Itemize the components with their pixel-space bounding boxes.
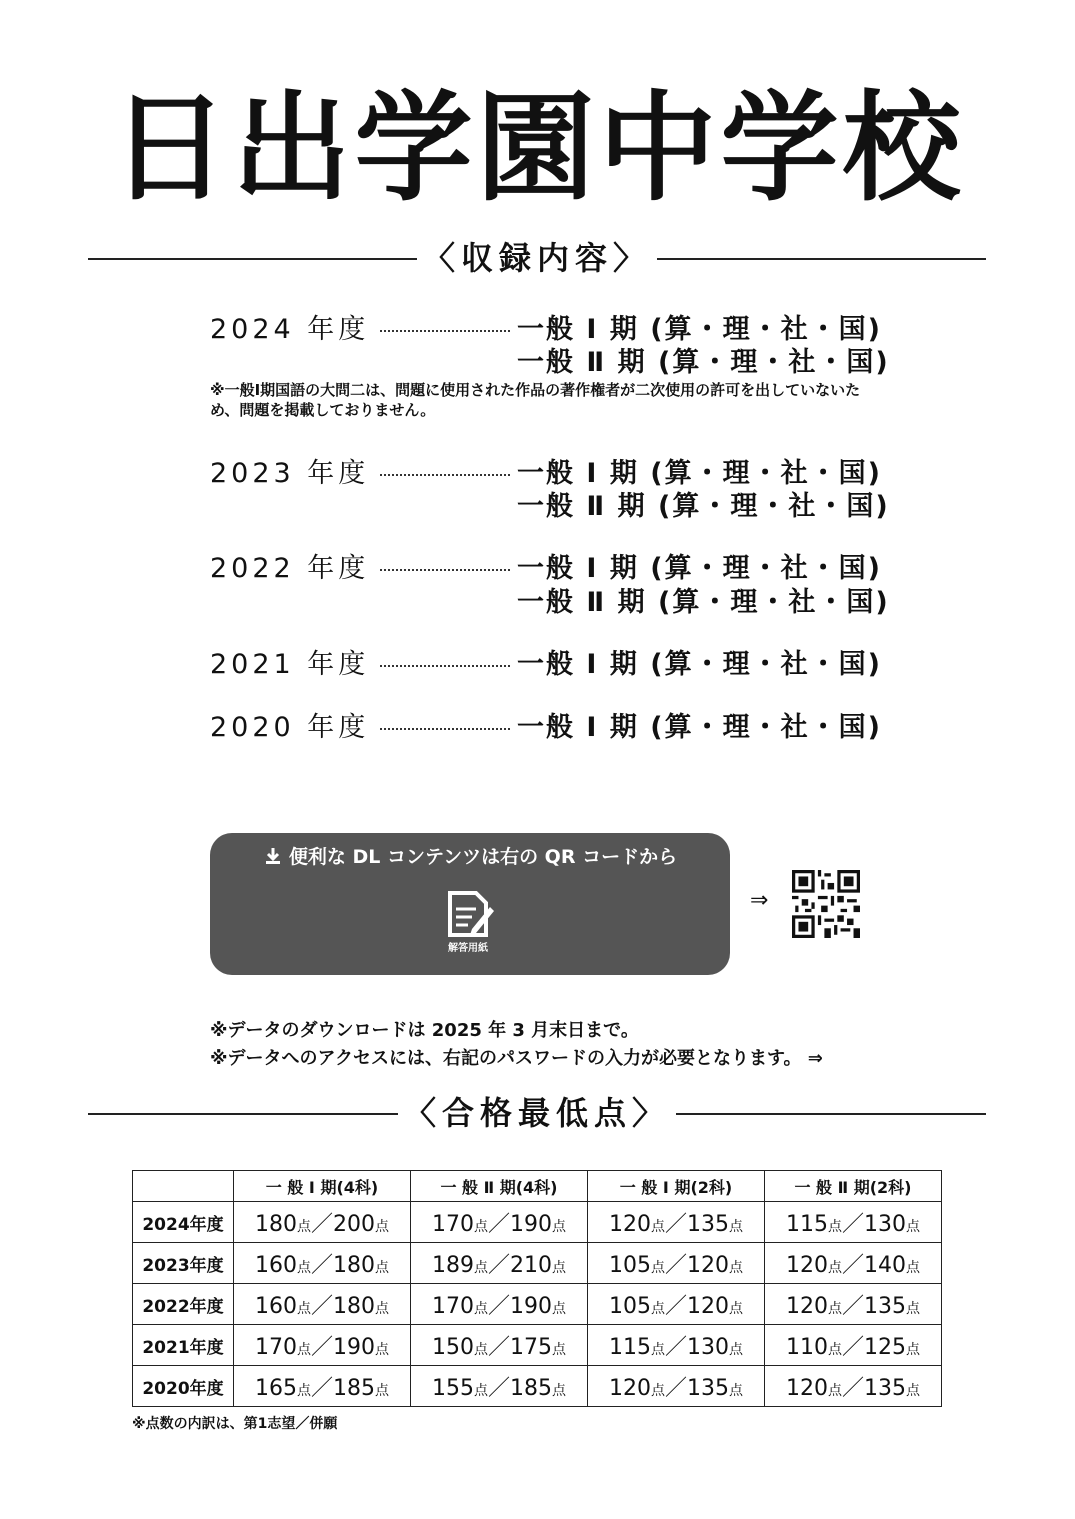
leader-dots bbox=[380, 330, 510, 332]
score-second: 135 bbox=[864, 1375, 906, 1401]
table-cell-score bbox=[234, 1284, 411, 1325]
score-unit: 点 bbox=[827, 1259, 842, 1276]
score-sep: ／ bbox=[487, 1211, 510, 1237]
answer-sheet-icon bbox=[436, 889, 500, 939]
footnote: ※点数の内訳は、第1志望／併願 bbox=[132, 1416, 338, 1432]
score-unit: 点 bbox=[906, 1218, 920, 1235]
score-sep: ／ bbox=[664, 1293, 687, 1319]
table-cell-score bbox=[765, 1325, 942, 1366]
score-sep: ／ bbox=[841, 1334, 864, 1360]
dl-content-box bbox=[210, 833, 730, 975]
note-2024: ※一般Ⅰ期国語の大問二は、問題に使用された作品の著作権者が二次使用の許可を出していないため、問題を掲載しておりません。 bbox=[210, 381, 861, 419]
score-second: 135 bbox=[687, 1375, 729, 1401]
table-row bbox=[133, 1284, 942, 1325]
score-second: 210 bbox=[510, 1252, 552, 1278]
dl-notes bbox=[210, 1017, 823, 1073]
table-cell-score bbox=[588, 1325, 765, 1366]
exam-2020-1: 一般 Ⅰ 期 (算・理・社・国) bbox=[517, 712, 882, 743]
table-header: 一 般 Ⅰ 期(2科) bbox=[588, 1171, 765, 1202]
score-first: 150 bbox=[431, 1334, 474, 1360]
year-label-2023: 2023 年度 bbox=[210, 458, 370, 489]
score-unit: 点 bbox=[473, 1218, 488, 1235]
score-second: 180 bbox=[333, 1293, 375, 1319]
score-unit: 点 bbox=[473, 1341, 488, 1358]
score-first: 115 bbox=[785, 1211, 828, 1237]
table-cell-score bbox=[234, 1202, 411, 1243]
score-first: 160 bbox=[254, 1252, 297, 1278]
exam-2024-1: 一般 Ⅰ 期 (算・理・社・国) bbox=[517, 314, 882, 345]
score-unit: 点 bbox=[729, 1382, 743, 1399]
score-sep: ／ bbox=[310, 1293, 333, 1319]
score-unit: 点 bbox=[906, 1341, 920, 1358]
score-unit: 点 bbox=[650, 1259, 665, 1276]
table-cell-score bbox=[234, 1366, 411, 1407]
score-unit: 点 bbox=[906, 1382, 920, 1399]
table-cell-score bbox=[411, 1366, 588, 1407]
table-cell-score bbox=[234, 1243, 411, 1284]
score-unit: 点 bbox=[729, 1300, 743, 1317]
table-row bbox=[133, 1366, 942, 1407]
table-header: 一 般 Ⅱ 期(2科) bbox=[765, 1171, 942, 1202]
score-first: 105 bbox=[608, 1293, 651, 1319]
score-second: 120 bbox=[687, 1293, 729, 1319]
exam-2023-2: 一般 Ⅱ 期 (算・理・社・国) bbox=[517, 491, 890, 522]
score-unit: 点 bbox=[375, 1382, 389, 1399]
year-label-2024: 2024 年度 bbox=[210, 314, 370, 345]
table-header: 一 般 Ⅱ 期(4科) bbox=[411, 1171, 588, 1202]
score-unit: 点 bbox=[729, 1218, 743, 1235]
scores-table bbox=[132, 1170, 942, 1407]
score-first: 105 bbox=[608, 1252, 651, 1278]
score-second: 175 bbox=[510, 1334, 552, 1360]
exam-2024-2: 一般 Ⅱ 期 (算・理・社・国) bbox=[517, 347, 890, 378]
table-cell-year: 2023年度 bbox=[133, 1243, 234, 1284]
score-first: 110 bbox=[785, 1334, 828, 1360]
score-first: 120 bbox=[608, 1211, 651, 1237]
dl-title: 便利な DL コンテンツは右の QR コードから bbox=[288, 846, 678, 868]
table-cell-score bbox=[411, 1202, 588, 1243]
score-sep: ／ bbox=[664, 1252, 687, 1278]
score-sep: ／ bbox=[310, 1334, 333, 1360]
score-first: 120 bbox=[608, 1375, 651, 1401]
leader-dots bbox=[380, 728, 510, 730]
score-first: 180 bbox=[254, 1211, 297, 1237]
contents-heading-label: 〈収録内容〉 bbox=[417, 238, 657, 278]
score-sep: ／ bbox=[841, 1375, 864, 1401]
qr-code-icon[interactable] bbox=[792, 870, 860, 938]
score-unit: 点 bbox=[296, 1300, 311, 1317]
scores-heading bbox=[88, 1093, 986, 1133]
score-second: 180 bbox=[333, 1252, 375, 1278]
table-cell-score bbox=[411, 1325, 588, 1366]
table-row bbox=[133, 1202, 942, 1243]
score-second: 140 bbox=[864, 1252, 906, 1278]
answer-sheet-label: 解答用紙 bbox=[448, 943, 488, 954]
score-sep: ／ bbox=[487, 1252, 510, 1278]
table-header bbox=[133, 1171, 234, 1202]
scores-heading-label: 〈合格最低点〉 bbox=[398, 1093, 676, 1133]
score-unit: 点 bbox=[296, 1259, 311, 1276]
download-icon bbox=[263, 846, 283, 866]
score-first: 120 bbox=[785, 1252, 828, 1278]
table-cell-score bbox=[588, 1366, 765, 1407]
table-cell-score bbox=[588, 1284, 765, 1325]
table-cell-score bbox=[588, 1202, 765, 1243]
score-sep: ／ bbox=[310, 1252, 333, 1278]
score-sep: ／ bbox=[487, 1293, 510, 1319]
score-unit: 点 bbox=[827, 1341, 842, 1358]
score-sep: ／ bbox=[310, 1375, 333, 1401]
table-cell-score bbox=[588, 1243, 765, 1284]
score-unit: 点 bbox=[650, 1341, 665, 1358]
table-cell-year: 2022年度 bbox=[133, 1284, 234, 1325]
score-second: 190 bbox=[333, 1334, 375, 1360]
score-second: 135 bbox=[687, 1211, 729, 1237]
score-first: 170 bbox=[431, 1211, 474, 1237]
score-second: 130 bbox=[687, 1334, 729, 1360]
leader-dots bbox=[380, 665, 510, 667]
score-sep: ／ bbox=[664, 1375, 687, 1401]
score-first: 170 bbox=[431, 1293, 474, 1319]
dl-title-row bbox=[210, 843, 730, 871]
score-unit: 点 bbox=[473, 1300, 488, 1317]
score-unit: 点 bbox=[375, 1341, 389, 1358]
table-cell-score bbox=[234, 1325, 411, 1366]
year-label-2021: 2021 年度 bbox=[210, 649, 370, 680]
page-title: 日出学園中学校 bbox=[110, 79, 965, 217]
table-cell-score bbox=[765, 1284, 942, 1325]
score-first: 120 bbox=[785, 1293, 828, 1319]
score-unit: 点 bbox=[375, 1259, 389, 1276]
score-second: 135 bbox=[864, 1293, 906, 1319]
score-unit: 点 bbox=[552, 1300, 566, 1317]
score-unit: 点 bbox=[552, 1382, 566, 1399]
score-unit: 点 bbox=[650, 1218, 665, 1235]
score-second: 200 bbox=[333, 1211, 375, 1237]
answer-sheet-button[interactable] bbox=[436, 889, 500, 955]
score-sep: ／ bbox=[664, 1334, 687, 1360]
table-header-row bbox=[133, 1171, 942, 1202]
exam-2023-1: 一般 Ⅰ 期 (算・理・社・国) bbox=[517, 458, 882, 489]
score-unit: 点 bbox=[375, 1300, 389, 1317]
score-unit: 点 bbox=[296, 1341, 311, 1358]
arrow-to-qr: ⇒ bbox=[750, 888, 769, 913]
score-unit: 点 bbox=[827, 1218, 842, 1235]
score-second: 190 bbox=[510, 1211, 552, 1237]
score-second: 130 bbox=[864, 1211, 906, 1237]
year-label-2020: 2020 年度 bbox=[210, 712, 370, 743]
score-second: 185 bbox=[510, 1375, 552, 1401]
score-sep: ／ bbox=[310, 1211, 333, 1237]
score-unit: 点 bbox=[552, 1218, 566, 1235]
dl-note-deadline: ※データのダウンロードは 2025 年 3 月末日まで。 bbox=[210, 1020, 639, 1041]
score-second: 185 bbox=[333, 1375, 375, 1401]
score-first: 115 bbox=[608, 1334, 651, 1360]
score-second: 125 bbox=[864, 1334, 906, 1360]
exam-2022-2: 一般 Ⅱ 期 (算・理・社・国) bbox=[517, 587, 890, 618]
score-sep: ／ bbox=[841, 1293, 864, 1319]
table-cell-score bbox=[411, 1284, 588, 1325]
score-sep: ／ bbox=[841, 1252, 864, 1278]
score-unit: 点 bbox=[650, 1300, 665, 1317]
score-first: 155 bbox=[431, 1375, 474, 1401]
table-cell-score bbox=[411, 1243, 588, 1284]
score-unit: 点 bbox=[729, 1259, 743, 1276]
score-second: 190 bbox=[510, 1293, 552, 1319]
table-cell-year: 2021年度 bbox=[133, 1325, 234, 1366]
score-unit: 点 bbox=[827, 1300, 842, 1317]
score-first: 170 bbox=[254, 1334, 297, 1360]
score-first: 165 bbox=[254, 1375, 297, 1401]
dl-note-password: ※データへのアクセスには、右記のパスワードの入力が必要となります。 ⇒ bbox=[210, 1048, 823, 1069]
score-sep: ／ bbox=[487, 1334, 510, 1360]
leader-dots bbox=[380, 474, 510, 476]
score-first: 120 bbox=[785, 1375, 828, 1401]
contents-heading bbox=[88, 238, 986, 278]
table-row bbox=[133, 1325, 942, 1366]
table-cell-year: 2020年度 bbox=[133, 1366, 234, 1407]
table-header: 一 般 Ⅰ 期(4科) bbox=[234, 1171, 411, 1202]
score-unit: 点 bbox=[473, 1382, 488, 1399]
table-cell-year: 2024年度 bbox=[133, 1202, 234, 1243]
score-unit: 点 bbox=[375, 1218, 389, 1235]
leader-dots bbox=[380, 569, 510, 571]
table-row bbox=[133, 1243, 942, 1284]
score-unit: 点 bbox=[473, 1259, 488, 1276]
exam-2022-1: 一般 Ⅰ 期 (算・理・社・国) bbox=[517, 553, 882, 584]
score-unit: 点 bbox=[650, 1382, 665, 1399]
table-cell-score bbox=[765, 1202, 942, 1243]
table-cell-score bbox=[765, 1366, 942, 1407]
score-unit: 点 bbox=[827, 1382, 842, 1399]
score-unit: 点 bbox=[729, 1341, 743, 1358]
year-label-2022: 2022 年度 bbox=[210, 553, 370, 584]
score-first: 160 bbox=[254, 1293, 297, 1319]
score-sep: ／ bbox=[841, 1211, 864, 1237]
score-unit: 点 bbox=[296, 1382, 311, 1399]
score-unit: 点 bbox=[906, 1259, 920, 1276]
score-unit: 点 bbox=[296, 1218, 311, 1235]
score-second: 120 bbox=[687, 1252, 729, 1278]
table-cell-score bbox=[765, 1243, 942, 1284]
score-sep: ／ bbox=[487, 1375, 510, 1401]
exam-2021-1: 一般 Ⅰ 期 (算・理・社・国) bbox=[517, 649, 882, 680]
score-unit: 点 bbox=[552, 1341, 566, 1358]
score-unit: 点 bbox=[552, 1259, 566, 1276]
score-first: 189 bbox=[431, 1252, 474, 1278]
score-unit: 点 bbox=[906, 1300, 920, 1317]
score-sep: ／ bbox=[664, 1211, 687, 1237]
